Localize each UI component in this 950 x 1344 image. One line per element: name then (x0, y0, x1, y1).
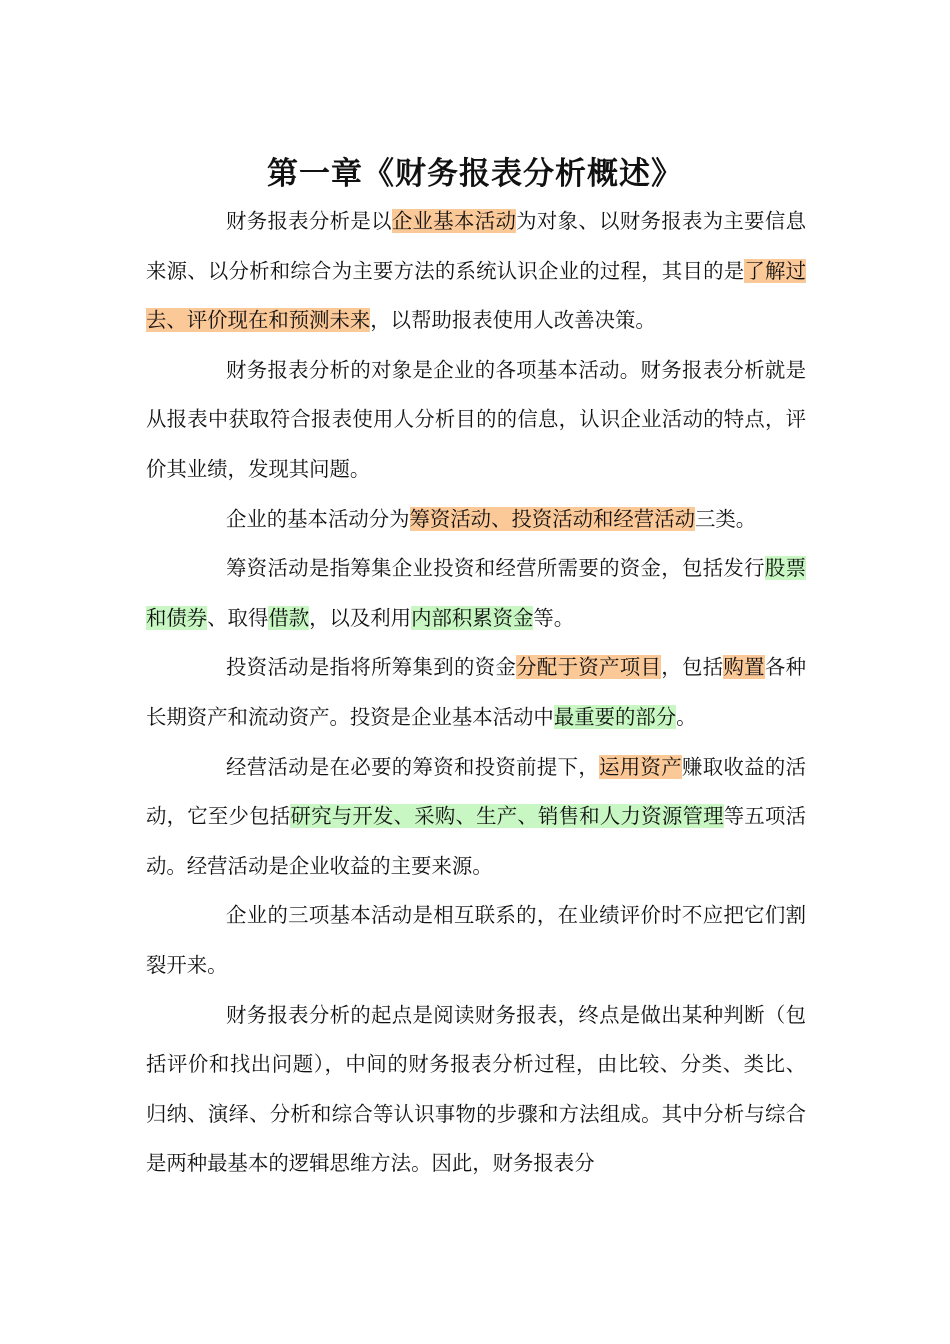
text-segment: 赚取收益的活动，它至少包括 (146, 754, 807, 829)
paragraph (146, 891, 806, 990)
highlight-green: 内部积累资金 (411, 605, 534, 630)
text-segment: 企业的三项基本活动是相互联系的，在业绩评价时不应把它们割裂开来。 (146, 903, 806, 977)
highlight-green: 股票和债券 (146, 556, 807, 630)
highlight-green: 借款 (268, 605, 310, 630)
highlight-green: 最重要的部分 (553, 704, 677, 729)
text-segment: 三类。 (694, 506, 757, 531)
paragraph (146, 495, 806, 545)
highlight-orange: 运用资产 (599, 754, 682, 779)
paragraph (146, 197, 806, 346)
paragraph (146, 991, 806, 1189)
text-segment: ，以及利用 (309, 605, 412, 630)
text-segment: 经营活动是在必要的筹资和投资前提下， (226, 754, 600, 779)
document-body (146, 197, 806, 1189)
highlight-orange: 购置 (723, 655, 765, 680)
text-segment: 等。 (533, 605, 575, 630)
text-segment: 财务报表分析的对象是企业的各项基本活动。财务报表分析就是从报表中获取符合报表使用人分析目的的信息，认识企业活动的特点，评价其业绩，发现其问题。 (146, 357, 806, 481)
highlight-orange: 了解过去、评价现在和预测未来 (146, 258, 806, 333)
text-segment: 筹资活动是指筹集企业投资和经营所需要的资金，包括发行 (226, 556, 765, 581)
text-segment: 等五项活动。经营活动是企业收益的主要来源。 (146, 804, 807, 878)
chapter-title: 第一章《财务报表分析概述》 (267, 155, 683, 192)
text-segment: 财务报表分析是以 (226, 209, 392, 233)
paragraph (146, 544, 806, 643)
text-segment: 财务报表分析的起点是阅读财务报表，终点是做出某种判断（包括评价和找出问题），中间的财务报表分析过程，由比较、分类、类比、归纳、演绎、分析和综合等认识事物的步骤和方法组成。其中分析与综合是两种最基本的逻辑思维方法。因此，财务报表分 (146, 1002, 806, 1176)
text-segment: 企业的基本活动分为 (226, 506, 410, 531)
highlight-green: 研究与开发、采购、生产、销售和人力资源管理 (290, 804, 724, 829)
text-segment: 。 (676, 704, 697, 729)
paragraph (146, 743, 806, 892)
highlight-orange: 分配于资产项目 (516, 655, 662, 680)
text-segment: 、取得 (207, 605, 269, 630)
text-segment: 各种长期资产和流动资产。投资是企业基本活动中 (146, 655, 807, 729)
paragraph (146, 346, 806, 495)
text-segment: ，包括 (661, 655, 724, 680)
text-segment: 投资活动是指将所筹集到的资金 (226, 655, 517, 680)
paragraph (146, 643, 806, 742)
highlight-orange: 企业基本活动 (391, 209, 517, 233)
text-segment: ，以帮助报表使用人改善决策。 (370, 308, 656, 333)
highlight-orange: 筹资活动、投资活动和经营活动 (409, 506, 695, 531)
text-segment: 为对象、以财务报表为主要信息来源、以分析和综合为主要方法的系统认识企业的过程，其目的是 (146, 209, 807, 283)
